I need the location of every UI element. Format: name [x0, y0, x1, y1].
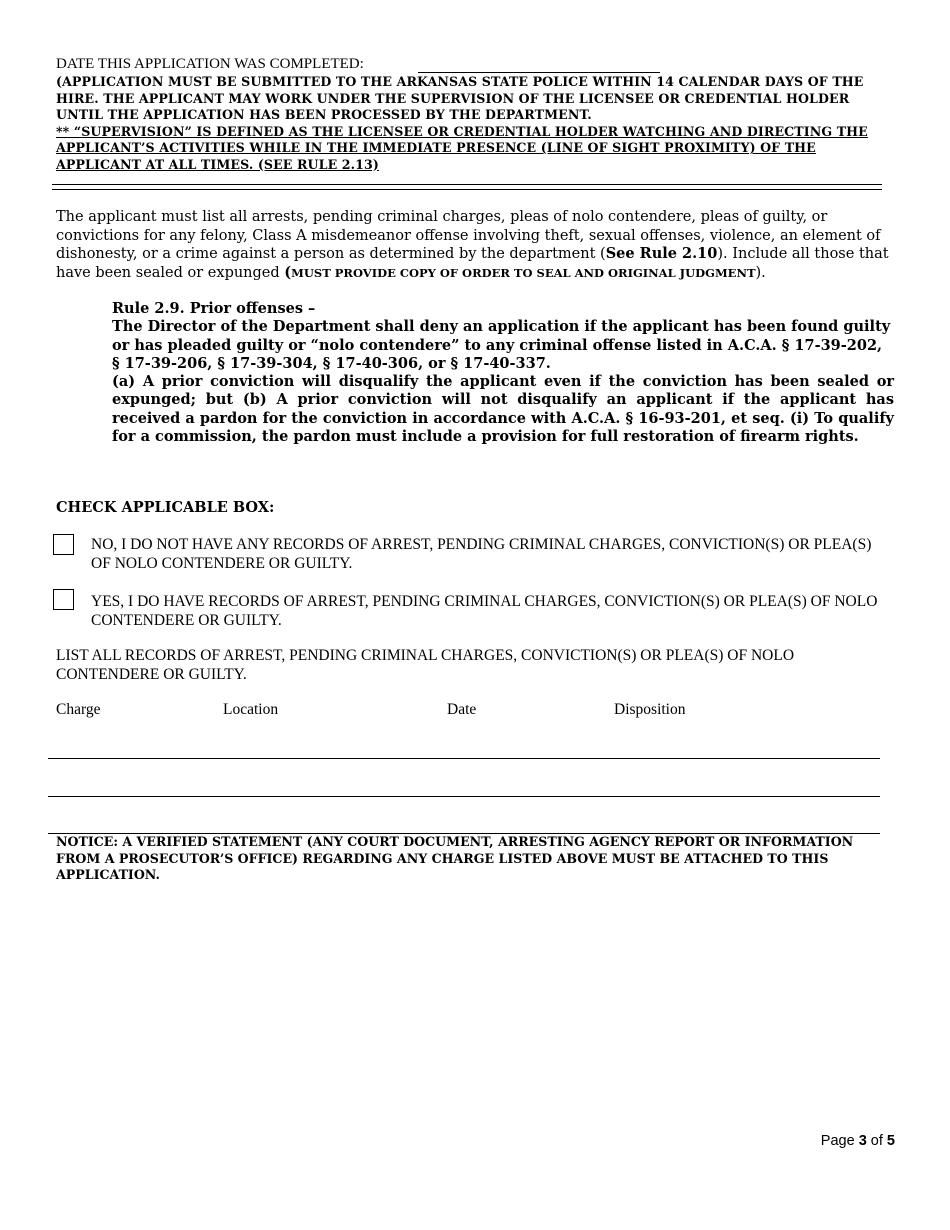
- supervision-definition: ** “SUPERVISION” IS DEFINED AS THE LICENSEE OR CREDENTIAL HOLDER WATCHING AND DIRECTING THE APPLICANT’S ACTIVITIES WHILE IN THE IMMEDIATE PRESENCE (LINE OF SIGHT PROXIMITY) OF THE APPLICANT AT ALL TIMES. (SEE RULE 2.13): [56, 123, 868, 172]
- column-date: Date: [447, 701, 477, 718]
- rule-2-9-block: [112, 300, 894, 446]
- disclosure-instructions: [56, 208, 902, 282]
- yes-records-option-label: YES, I DO HAVE RECORDS OF ARREST, PENDING CRIMINAL CHARGES, CONVICTION(S) OR PLEA(S) OF NOLO CONTENDERE OR GUILTY.: [91, 593, 878, 629]
- no-records-option-label: NO, I DO NOT HAVE ANY RECORDS OF ARREST, PENDING CRIMINAL CHARGES, CONVICTION(S) OR PLEA(S) OF NOLO CONTENDERE OR GUILTY.: [91, 536, 872, 572]
- date-completed-field[interactable]: [418, 72, 660, 73]
- column-location: Location: [223, 701, 279, 718]
- page-number: Page 3 of 5: [820, 1133, 895, 1149]
- rule-title: Rule 2.9. Prior offenses –: [112, 300, 316, 317]
- records-entry-line-1[interactable]: [48, 758, 880, 759]
- intro-text-b: ). Include all those that have been sealed or expunged: [56, 246, 889, 281]
- rule-para-1: The Director of the Department shall deny an application if the applicant has been found guilty or has pleaded guilty or “nolo contendere” to any criminal offense listed in A.C.A. § 17-39-202, § 17-39-206, § 17-39-304, § 17-40-306, or § 17-40-337.: [112, 318, 891, 372]
- yes-records-checkbox[interactable]: [53, 589, 74, 610]
- no-records-checkbox[interactable]: [53, 534, 74, 555]
- paren-open: (: [284, 263, 292, 281]
- submission-deadline-text: (APPLICATION MUST BE SUBMITTED TO THE ARKANSAS STATE POLICE WITHIN 14 CALENDAR DAYS OF THE HIRE. THE APPLICANT MAY WORK UNDER THE SUPERVISION OF THE LICENSEE OR CREDENTIAL HOLDER UNTIL THE APPLICATION HAS BEEN PROCESSED BY THE DEPARTMENT.: [56, 74, 864, 122]
- must-provide-note: MUST PROVIDE COPY OF ORDER TO SEAL AND ORIGINAL JUDGMENT: [291, 265, 756, 280]
- records-entry-line-2[interactable]: [48, 796, 880, 797]
- submission-warning: [56, 74, 896, 173]
- intro-text-a: The applicant must list all arrests, pending criminal charges, pleas of nolo contendere, pleas of guilty, or convictions for any felony, Class A misdemeanor offense involving theft, sexual offenses, violence, an element of dishonesty, or a crime against a person as determined by the department (: [56, 209, 881, 262]
- verified-statement-notice: NOTICE: A VERIFIED STATEMENT (ANY COURT DOCUMENT, ARRESTING AGENCY REPORT OR INFORMATION FROM A PROSECUTOR’S OFFICE) REGARDING ANY CHARGE LISTED ABOVE MUST BE ATTACHED TO THIS APPLICATION.: [56, 834, 854, 882]
- see-rule-ref: See Rule 2.10: [605, 245, 718, 262]
- date-completed-label: DATE THIS APPLICATION WAS COMPLETED:: [56, 56, 364, 72]
- section-divider: [52, 184, 882, 190]
- column-charge: Charge: [56, 701, 101, 718]
- check-box-heading: CHECK APPLICABLE BOX:: [56, 499, 275, 516]
- paren-close: ).: [755, 264, 766, 281]
- column-disposition: Disposition: [614, 701, 686, 718]
- rule-para-2: (a) A prior conviction will disqualify the applicant even if the conviction has been sealed or expunged; but (b) A prior conviction will not disqualify an applicant if the applicant has received a pardon for the conviction in accordance with A.C.A. § 16-93-201, et seq. (i) To qualify for a commission, the pardon must include a provision for full restoration of firearm rights.: [112, 373, 894, 446]
- records-instruction: LIST ALL RECORDS OF ARREST, PENDING CRIMINAL CHARGES, CONVICTION(S) OR PLEA(S) OF NOLO CONTENDERE OR GUILTY.: [56, 647, 795, 683]
